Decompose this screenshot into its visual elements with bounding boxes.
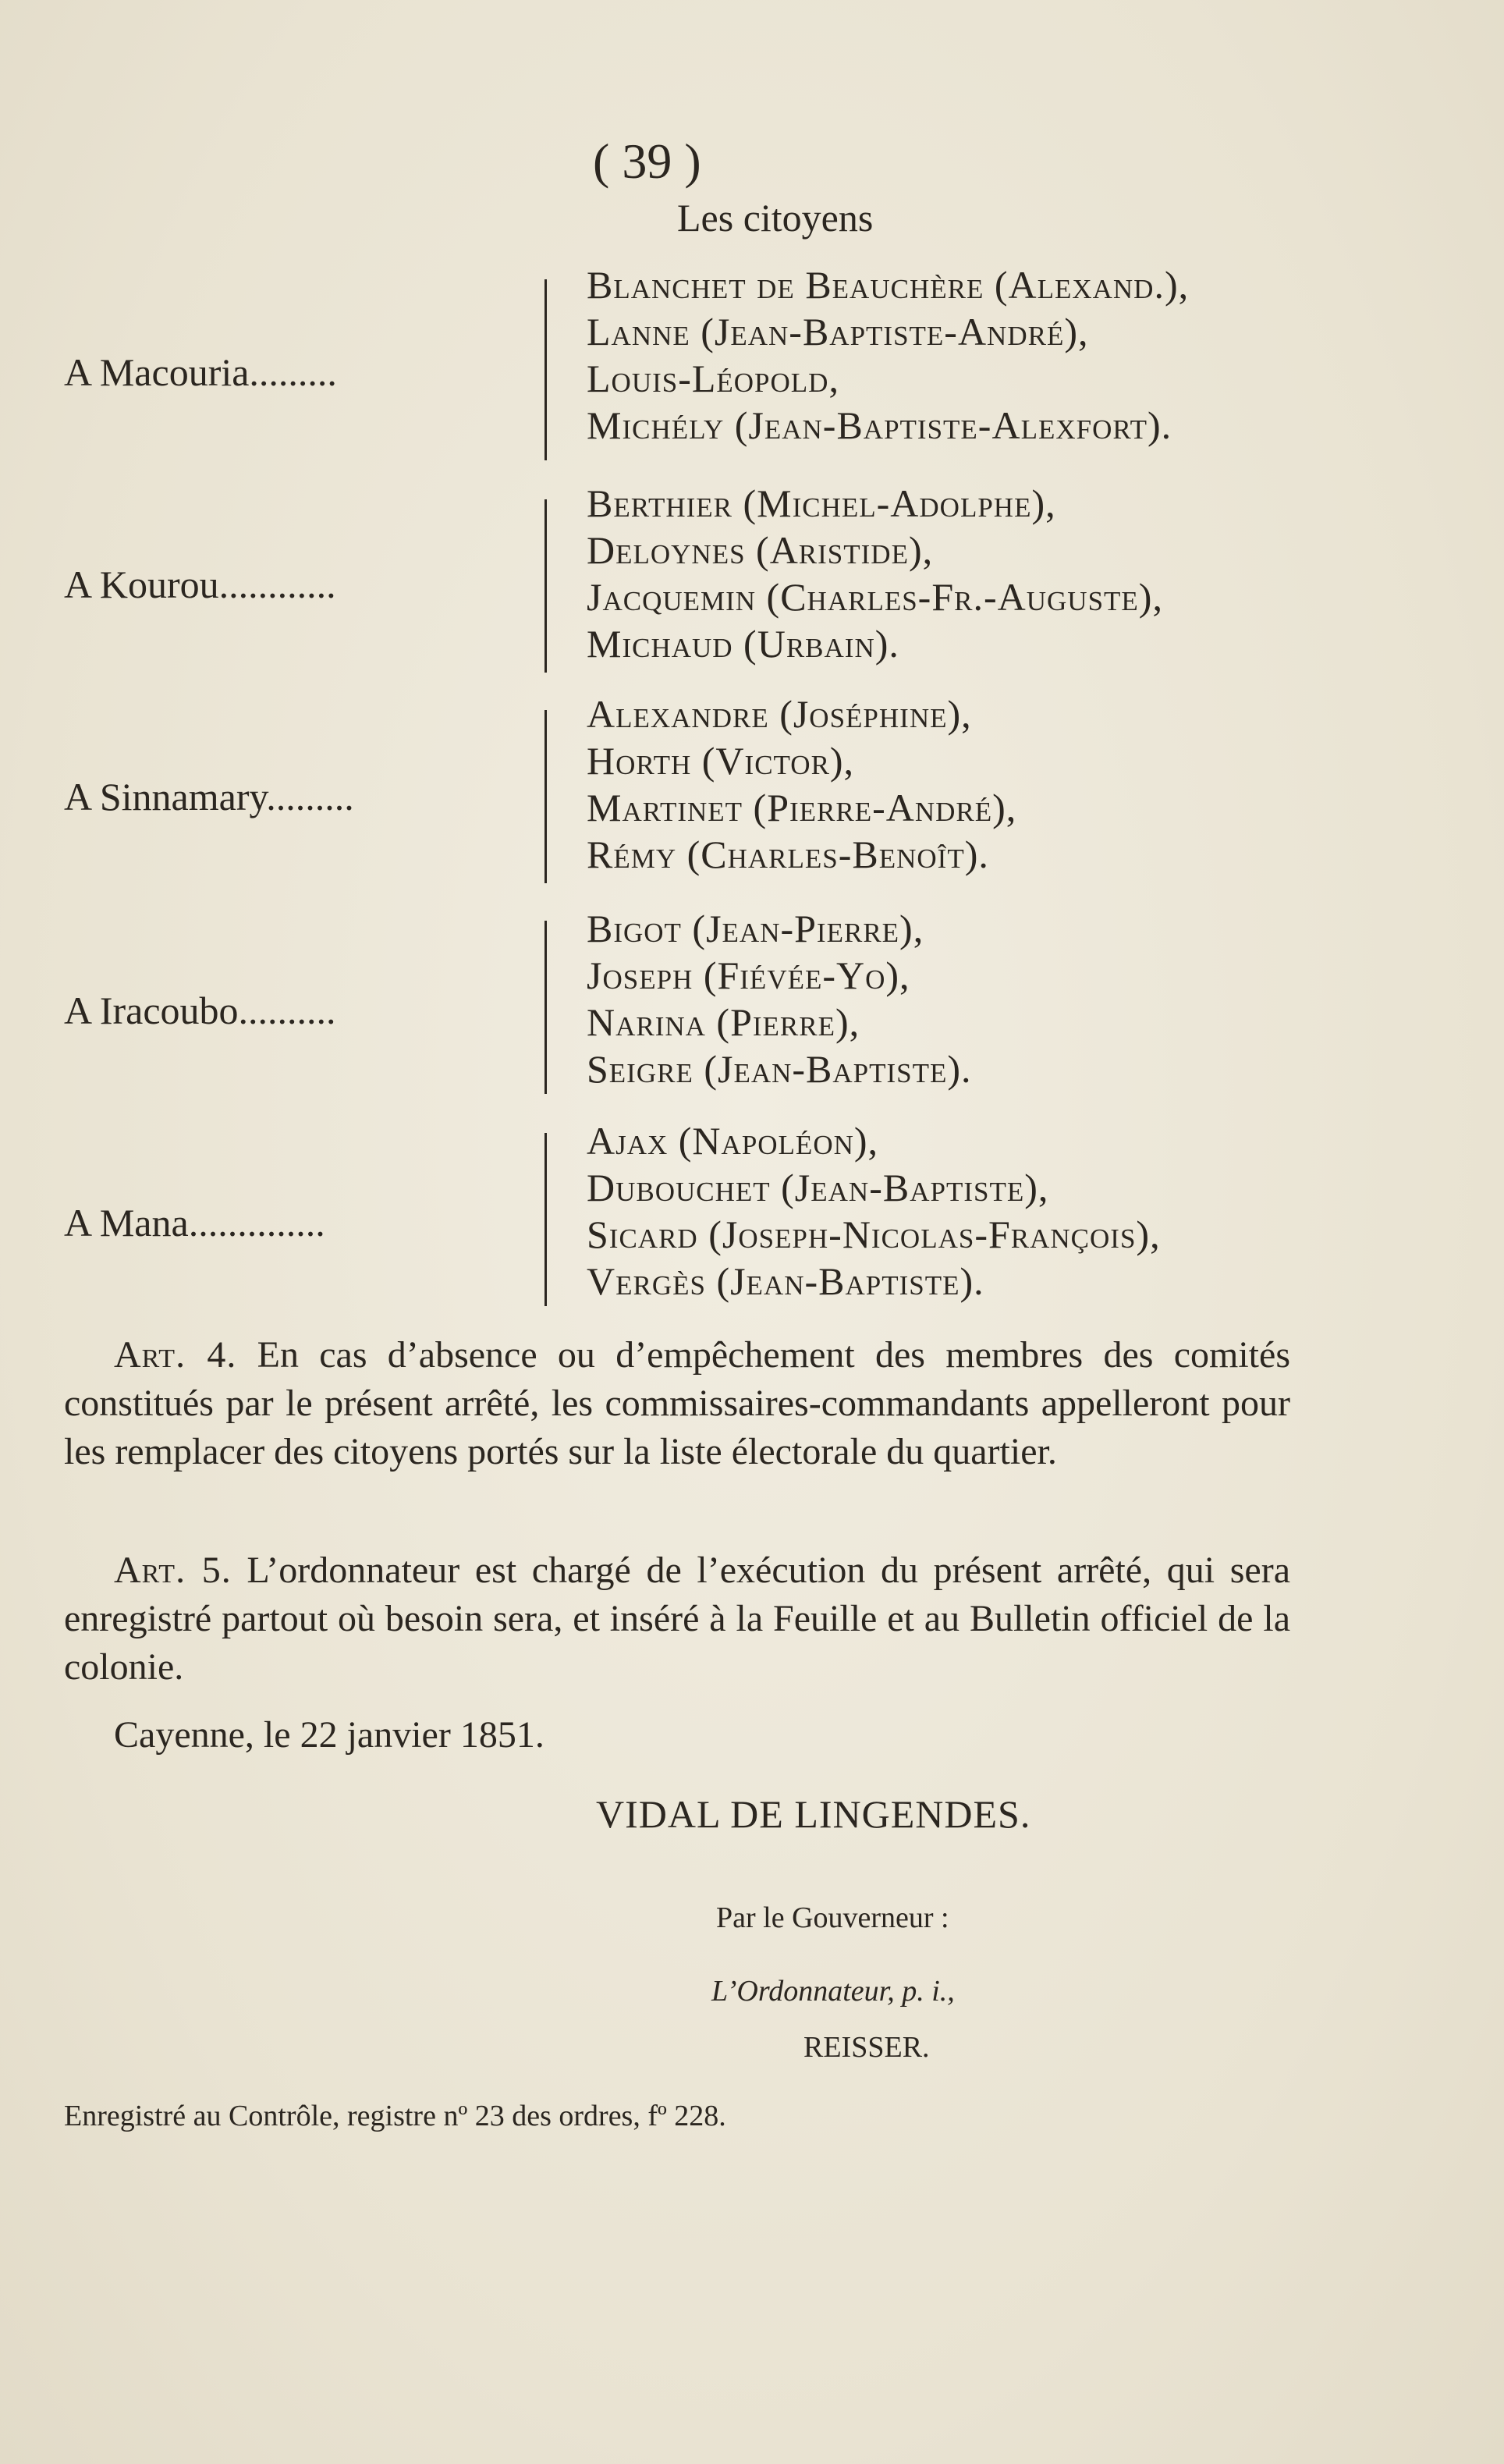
page-number: ( 39 ) bbox=[593, 133, 701, 189]
brace bbox=[532, 499, 547, 673]
brace bbox=[532, 1133, 547, 1306]
citizen-name: Michély (Jean-Baptiste-Alexfort). bbox=[587, 403, 1172, 447]
citizen-name: Jacquemin (Charles-Fr.-Auguste), bbox=[587, 575, 1163, 619]
article-4 bbox=[64, 1331, 1290, 1476]
citizen-name: Rémy (Charles-Benoît). bbox=[587, 833, 989, 876]
article-label: Art. 4. bbox=[114, 1334, 237, 1376]
signature-reisser: REISSER. bbox=[803, 2031, 930, 2064]
place-mana: A Mana.............. bbox=[64, 1201, 325, 1244]
citizen-name: Alexandre (Joséphine), bbox=[587, 692, 972, 736]
brace bbox=[532, 921, 547, 1094]
citizen-name: Michaud (Urbain). bbox=[587, 622, 899, 666]
signature-governor: VIDAL DE LINGENDES. bbox=[596, 1792, 1031, 1836]
place-macouria: A Macouria......... bbox=[64, 350, 337, 394]
citizen-name: Vergès (Jean-Baptiste). bbox=[587, 1259, 984, 1303]
par-le-gouverneur: Par le Gouverneur : bbox=[716, 1901, 949, 1934]
citizen-name: Seigre (Jean-Baptiste). bbox=[587, 1047, 972, 1091]
article-text: En cas d’absence ou d’empêchement des membres des comités constitués par le présent arrêté, les commissaires-commandants appelleront pour les remplacer des citoyens portés sur la liste électorale du quartier. bbox=[64, 1334, 1291, 1472]
citizen-name: Narina (Pierre), bbox=[587, 1000, 860, 1044]
citizen-name: Ajax (Napoléon), bbox=[587, 1119, 879, 1163]
place-sinnamary: A Sinnamary......... bbox=[64, 775, 354, 818]
article-text: L’ordonnateur est chargé de l’exécution du présent arrêté, qui sera enregistré partout où besoin sera, et inséré à la Feuille et au Bulletin officiel de la colonie. bbox=[64, 1550, 1291, 1688]
citizen-name: Sicard (Joseph-Nicolas-François), bbox=[587, 1212, 1161, 1256]
article-label: Art. 5. bbox=[114, 1550, 232, 1591]
brace bbox=[532, 279, 547, 460]
citizen-name: Horth (Victor), bbox=[587, 739, 855, 783]
ordonnateur-line: L’Ordonnateur, p. i., bbox=[711, 1975, 955, 2008]
article-5 bbox=[64, 1546, 1290, 1692]
citizen-name: Blanchet de Beauchère (Alexand.), bbox=[587, 263, 1190, 307]
date-line: Cayenne, le 22 janvier 1851. bbox=[114, 1714, 544, 1756]
citizen-name: Lanne (Jean-Baptiste-André), bbox=[587, 310, 1089, 353]
citizen-name: Louis-Léopold, bbox=[587, 357, 839, 400]
place-iracoubo: A Iracoubo.......... bbox=[64, 989, 336, 1032]
place-kourou: A Kourou............ bbox=[64, 563, 336, 606]
brace bbox=[532, 710, 547, 883]
citizen-name: Joseph (Fiévée-Yo), bbox=[587, 953, 910, 997]
citizen-name: Bigot (Jean-Pierre), bbox=[587, 907, 924, 950]
citizen-name: Deloynes (Aristide), bbox=[587, 528, 934, 572]
citizen-name: Berthier (Michel-Adolphe), bbox=[587, 481, 1056, 525]
registration-note: Enregistré au Contrôle, registre nº 23 des ordres, fº 228. bbox=[64, 2100, 726, 2132]
citizens-heading: Les citoyens bbox=[677, 196, 874, 240]
citizen-name: Dubouchet (Jean-Baptiste), bbox=[587, 1166, 1049, 1209]
citizen-name: Martinet (Pierre-André), bbox=[587, 786, 1017, 829]
